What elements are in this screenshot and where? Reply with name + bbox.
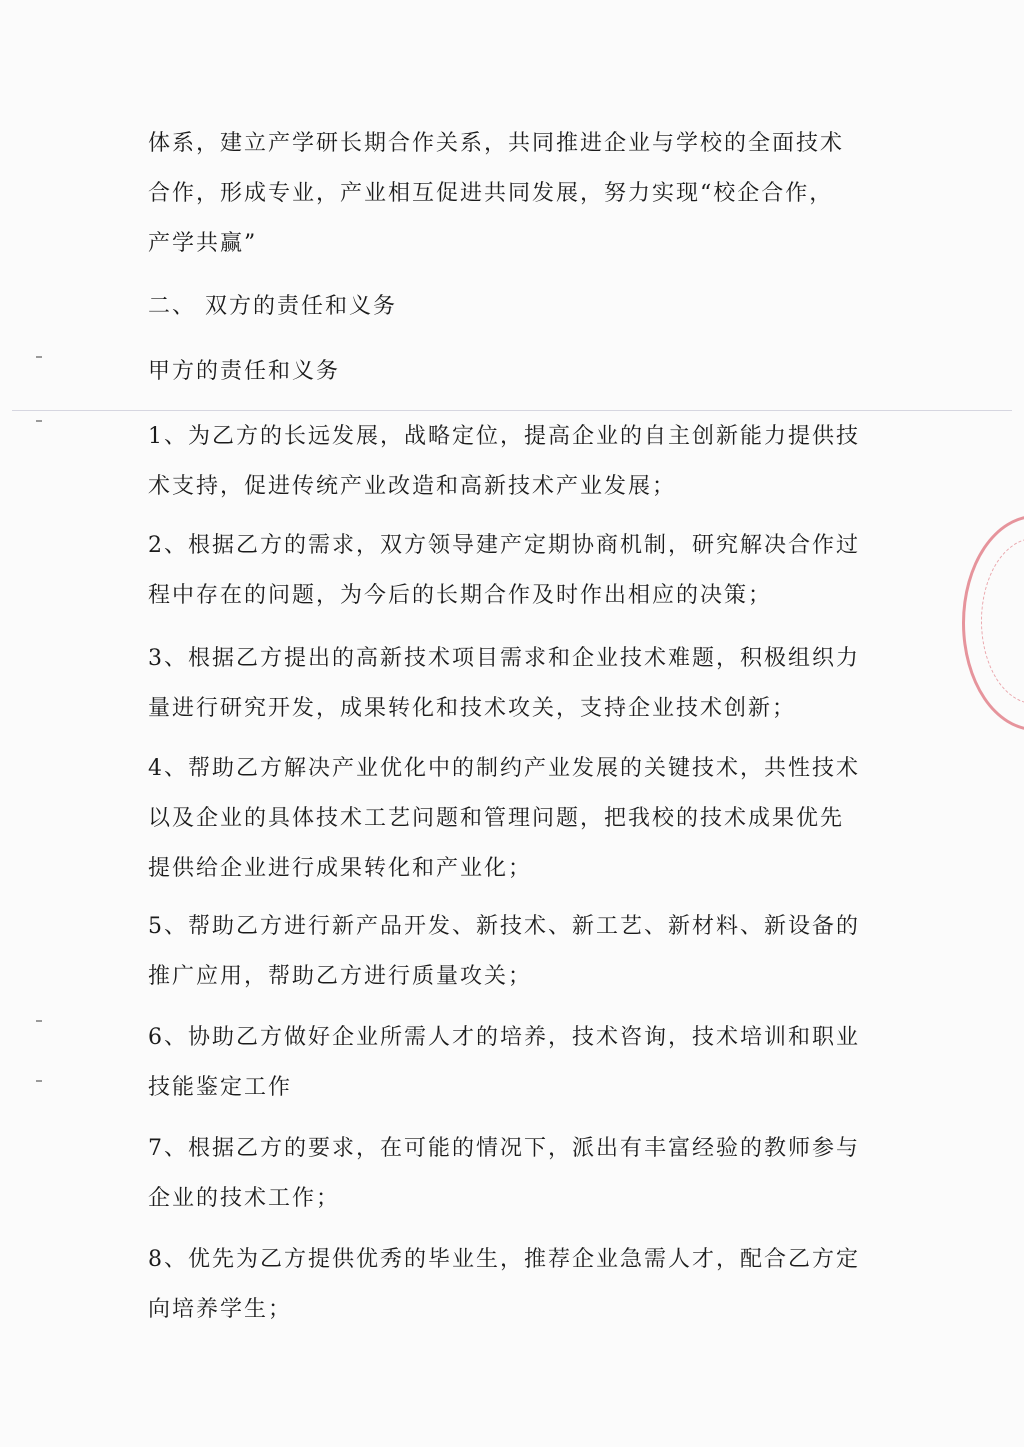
list-item-line: 1、为乙方的长远发展，战略定位，提高企业的自主创新能力提供技 — [148, 424, 860, 449]
list-item — [148, 1235, 873, 1335]
list-item — [148, 902, 873, 1002]
scan-mark — [36, 420, 42, 422]
sub-heading: 甲方的责任和义务 — [148, 359, 341, 384]
list-item — [148, 744, 873, 894]
list-item-line: 以及企业的具体技术工艺问题和管理问题，把我校的技术成果优先 — [148, 806, 845, 831]
list-item-line: 提供给企业进行成果转化和产业化； — [148, 856, 533, 881]
scan-mark — [36, 1080, 42, 1082]
list-item — [148, 1013, 873, 1113]
list-item — [148, 1124, 873, 1224]
intro-line: 体系，建立产学研长期合作关系，共同推进企业与学校的全面技术 — [148, 131, 845, 156]
list-item-line: 8、优先为乙方提供优秀的毕业生，推荐企业急需人才，配合乙方定 — [148, 1247, 860, 1272]
list-item — [148, 521, 873, 621]
list-item-line: 量进行研究开发，成果转化和技术攻关，支持企业技术创新； — [148, 696, 797, 721]
list-item-line: 推广应用，帮助乙方进行质量攻关； — [148, 964, 533, 989]
list-item — [148, 634, 873, 734]
intro-line: 产学共赢” — [148, 231, 258, 256]
intro-paragraph — [148, 119, 873, 269]
list-item-line: 2、根据乙方的需求，双方领导建产定期协商机制，研究解决合作过 — [148, 533, 860, 558]
scan-mark — [36, 1020, 42, 1022]
list-item-line: 术支持，促进传统产业改造和高新技术产业发展； — [148, 474, 677, 499]
list-item — [148, 412, 873, 512]
list-item-line: 4、帮助乙方解决产业优化中的制约产业发展的关键技术，共性技术 — [148, 756, 860, 781]
list-item-line: 企业的技术工作； — [148, 1186, 341, 1211]
list-item-line: 程中存在的问题，为今后的长期合作及时作出相应的决策； — [148, 583, 773, 608]
list-item-line: 3、根据乙方提出的高新技术项目需求和企业技术难题，积极组织力 — [148, 646, 860, 671]
red-seal-stamp — [962, 515, 1024, 731]
list-item-line: 5、帮助乙方进行新产品开发、新技术、新工艺、新材料、新设备的 — [148, 914, 860, 939]
list-item-line: 7、根据乙方的要求，在可能的情况下，派出有丰富经验的教师参与 — [148, 1136, 860, 1161]
list-item-line: 6、协助乙方做好企业所需人才的培养，技术咨询，技术培训和职业 — [148, 1025, 860, 1050]
scan-mark — [36, 356, 42, 358]
list-item-line: 技能鉴定工作 — [148, 1075, 293, 1100]
intro-line: 合作，形成专业，产业相互促进共同发展，努力实现“校企合作， — [148, 181, 834, 206]
list-item-line: 向培养学生； — [148, 1297, 293, 1322]
red-seal-inner-ring — [981, 538, 1024, 704]
scan-fold-line — [12, 410, 1012, 411]
section-heading: 二、 双方的责任和义务 — [148, 294, 397, 319]
